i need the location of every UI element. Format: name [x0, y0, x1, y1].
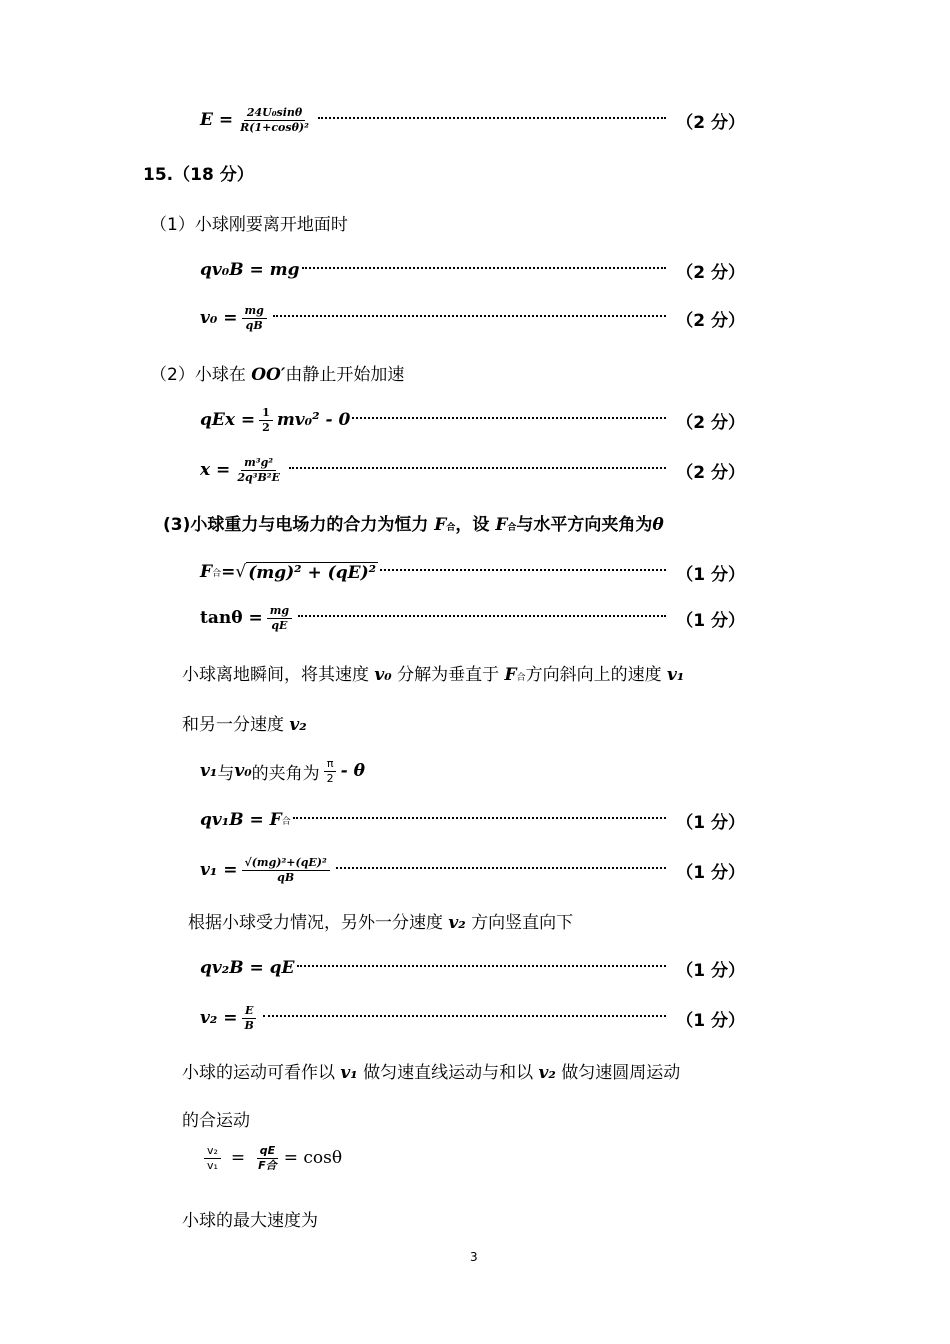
part1-title: （1）小球刚要离开地面时 [150, 215, 348, 235]
fraction [267, 605, 292, 631]
radicand: (mg)² + (qE)² [248, 562, 377, 583]
leader-dots [352, 416, 666, 419]
leader-dots [273, 314, 666, 317]
equation-lhs: x = [200, 460, 231, 480]
paragraph [182, 710, 307, 735]
text-segment: 分解为垂直于 [391, 665, 505, 685]
equation-line [200, 298, 745, 338]
text-segment: 和另一分速度 [182, 715, 290, 735]
leader-dots [380, 568, 666, 571]
symbol: v₁ [340, 1063, 358, 1083]
fraction [237, 107, 312, 133]
fraction-numerator: mg [242, 305, 267, 319]
part2-title [150, 360, 404, 385]
equation-lhs: v₁ = [200, 860, 238, 880]
paragraph: 的合运动 [182, 1111, 250, 1131]
score: （2 分） [676, 310, 745, 331]
symbol: v₂ [538, 1063, 556, 1083]
fraction [242, 305, 267, 331]
text-segment: 做匀速直线运动与和以 [357, 1063, 539, 1083]
paragraph [188, 908, 573, 933]
equation-line [200, 800, 745, 840]
equation-rhs: = cosθ [283, 1148, 343, 1169]
fraction-denominator: 2 [262, 420, 270, 434]
equation-lhs: v₀ = [200, 308, 238, 328]
equals: = [230, 1148, 246, 1169]
part3-title [163, 510, 664, 535]
symbol: v₂ [448, 913, 466, 933]
fraction-numerator: m³g² [241, 457, 276, 471]
symbol: F [504, 665, 517, 685]
subscript: 合 [507, 523, 517, 533]
fraction-denominator: R(1+cosθ)² [240, 120, 309, 134]
leader-dots [263, 1014, 666, 1017]
symbol: F [434, 515, 447, 535]
text-segment: 小球离地瞬间，将其速度 [182, 665, 375, 685]
leader-dots [318, 116, 666, 119]
fraction-numerator: 24U₀sinθ [244, 107, 305, 121]
score: （1 分） [676, 812, 745, 833]
symbol: v₁ [200, 761, 218, 782]
leader-dots [297, 964, 667, 967]
equals: = [221, 562, 236, 582]
equation-line [200, 552, 745, 592]
text-segment: 的夹角为 [251, 763, 320, 784]
symbol: v₂ [289, 715, 307, 735]
line-label: OO′ [251, 365, 286, 385]
leader-dots [293, 816, 667, 819]
fraction [259, 407, 273, 433]
fraction-denominator: qE [271, 618, 288, 632]
equation: qv₁B = F [200, 810, 282, 830]
equation-line [200, 948, 745, 988]
ratio-equation [200, 1145, 342, 1171]
equation-rhs: mv₀² - 0 [276, 410, 351, 430]
equation-lhs: E = [200, 110, 234, 130]
subscript: 合 [281, 816, 291, 827]
fraction [255, 1145, 280, 1171]
fraction-numerator: π [324, 758, 337, 772]
fraction-denominator: v₁ [207, 1158, 218, 1172]
equation-line [200, 598, 745, 638]
angle-line [200, 758, 365, 784]
equation-rhs: - θ [340, 761, 365, 782]
text-segment: 做匀速圆周运动 [555, 1063, 681, 1083]
equation-lhs: tanθ = [200, 608, 263, 628]
fraction-denominator: B [244, 1018, 254, 1032]
fraction [324, 758, 337, 784]
symbol: v₀ [374, 665, 392, 685]
fraction-denominator: 2q³B²E [237, 470, 280, 484]
fraction [242, 857, 330, 883]
fraction-denominator: 2 [326, 771, 334, 785]
symbol: F [495, 515, 508, 535]
score: （1 分） [676, 1010, 745, 1031]
score: （1 分） [676, 862, 745, 883]
subscript: 合 [212, 568, 222, 579]
equation-lhs: qEx = [200, 410, 256, 430]
text-segment: 根据小球受力情况，另外一分速度 [188, 913, 449, 933]
equation-line [200, 400, 745, 440]
equation-line [200, 450, 745, 490]
sqrt-icon: √ [235, 562, 247, 582]
text-segment: 与 [217, 763, 235, 784]
text-segment: 小球的运动可看作以 [182, 1063, 341, 1083]
fraction-numerator: mg [267, 605, 292, 619]
equation-line [200, 250, 745, 290]
score: （2 分） [676, 462, 745, 483]
page-number: 3 [470, 1250, 478, 1264]
symbol: v₁ [667, 665, 685, 685]
paragraph [182, 1058, 680, 1083]
score: （1 分） [676, 960, 745, 981]
leader-dots [336, 866, 666, 869]
fraction-denominator: qB [245, 318, 263, 332]
score: （1 分） [676, 564, 745, 585]
text-segment: 与水平方向夹角为 [516, 515, 653, 535]
subscript: 合 [516, 673, 526, 683]
score: （2 分） [676, 262, 745, 283]
fraction-denominator: F合 [258, 1158, 277, 1172]
leader-dots [298, 614, 666, 617]
equation-lhs: v₂ = [200, 1008, 238, 1028]
fraction [204, 1145, 221, 1171]
text-segment: 方向竖直向下 [465, 913, 574, 933]
symbol: θ [652, 515, 664, 535]
fraction-numerator: qE [257, 1145, 278, 1159]
equation-line [200, 100, 745, 140]
score: （2 分） [676, 112, 745, 133]
symbol: v₀ [234, 761, 252, 782]
fraction-numerator: √(mg)²+(qE)² [242, 857, 330, 871]
equation-line [200, 998, 745, 1038]
leader-dots [302, 266, 667, 269]
equation: qv₀B = mg [200, 260, 300, 280]
paragraph [182, 660, 684, 685]
score: （1 分） [676, 610, 745, 631]
text-segment: 由静止开始加速 [285, 365, 405, 385]
symbol: F [200, 562, 213, 582]
text-segment: 方向斜向上的速度 [525, 665, 668, 685]
equation: qv₂B = qE [200, 958, 295, 978]
question-heading: 15.（18 分） [143, 165, 254, 185]
fraction [242, 1005, 257, 1031]
equation-line [200, 850, 745, 890]
paragraph: 小球的最大速度为 [182, 1211, 318, 1231]
leader-dots [289, 466, 666, 469]
fraction-denominator: qB [277, 870, 295, 884]
subscript: 合 [446, 523, 456, 533]
score: （2 分） [676, 412, 745, 433]
fraction-numerator: 1 [259, 407, 273, 421]
fraction-numerator: v₂ [204, 1145, 221, 1159]
fraction [234, 457, 283, 483]
text-segment: （2）小球在 [150, 365, 252, 385]
text-segment: ，设 [455, 515, 496, 535]
text-segment: (3)小球重力与电场力的合力为恒力 [163, 515, 435, 535]
fraction-numerator: E [242, 1005, 256, 1019]
